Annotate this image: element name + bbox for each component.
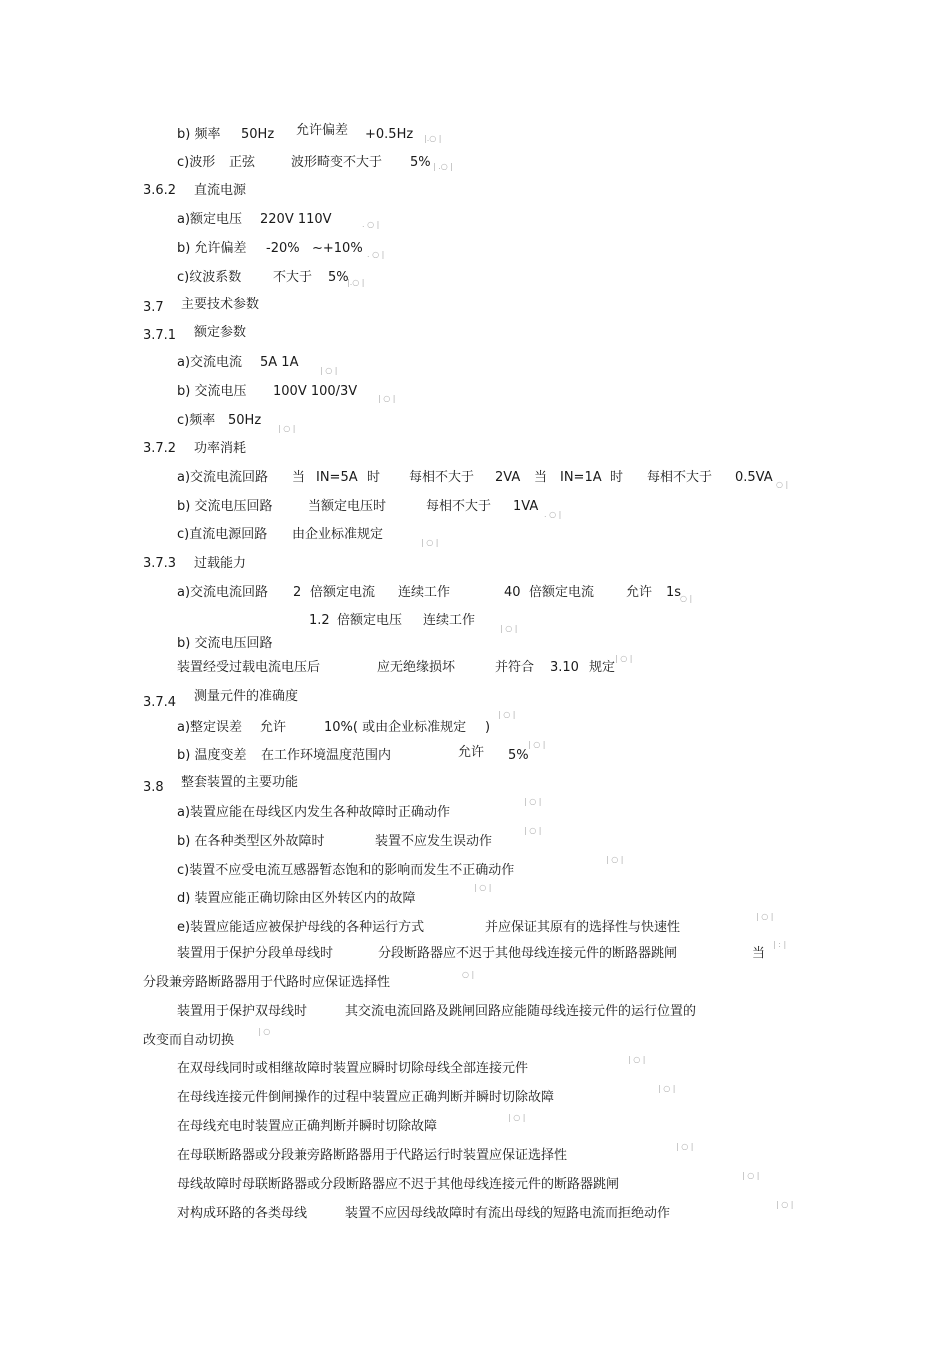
scan-mark: . ○ | bbox=[367, 250, 385, 259]
text: 时 bbox=[367, 470, 381, 485]
scan-mark: | ○ | bbox=[474, 883, 492, 892]
text: 连续工作 bbox=[398, 585, 451, 600]
text: 倍额定电流 bbox=[310, 585, 376, 600]
text: 装置不应因母线故障时有流出母线的短路电流而拒绝动作 bbox=[345, 1206, 671, 1221]
text: 当 bbox=[752, 946, 766, 961]
scan-mark: | ○ | bbox=[524, 797, 542, 806]
section-number: 3.6.2 bbox=[143, 183, 177, 198]
section-number: 3.8 bbox=[143, 780, 164, 795]
scan-mark: |.○ | bbox=[347, 278, 365, 287]
text: 连续工作 bbox=[423, 613, 476, 628]
text: 装置用于保护双母线时 bbox=[177, 1004, 308, 1019]
text: 其交流电流回路及跳闸回路应能随母线连接元件的运行位置的 bbox=[345, 1004, 697, 1019]
scan-mark: ○ | bbox=[462, 970, 475, 979]
text: b) 交流电压 bbox=[177, 384, 247, 399]
text: c)装置不应受电流互感器暂态饱和的影响而发生不正确动作 bbox=[177, 863, 515, 878]
scan-mark: | ○ | bbox=[421, 538, 439, 547]
text: 并应保证其原有的选择性与快速性 bbox=[485, 920, 681, 935]
scan-mark: | ○ | bbox=[615, 654, 633, 663]
section-title: 功率消耗 bbox=[194, 441, 247, 456]
text: 220V 110V bbox=[260, 212, 332, 227]
text: 每相不大于 bbox=[647, 470, 713, 485]
text: 当额定电压时 bbox=[308, 499, 387, 514]
text: 装置不应发生误动作 bbox=[375, 834, 493, 849]
text: IN=5A bbox=[316, 470, 358, 485]
text: 由企业标准规定 bbox=[292, 527, 384, 542]
text: a)交流电流 bbox=[177, 355, 243, 370]
text: c)纹波系数 bbox=[177, 270, 242, 285]
section-number: 3.7 bbox=[143, 300, 164, 315]
text: 不大于 bbox=[273, 270, 313, 285]
text: -20% bbox=[266, 241, 300, 256]
scan-mark: | ○ | bbox=[676, 1142, 694, 1151]
text: 50Hz bbox=[241, 127, 275, 142]
text: 并符合 bbox=[495, 660, 535, 675]
text: b) 交流电压回路 bbox=[177, 499, 273, 514]
text: a)装置应能在母线区内发生各种故障时正确动作 bbox=[177, 805, 451, 820]
text: 允许 bbox=[626, 585, 653, 600]
text: b) 允许偏差 bbox=[177, 241, 247, 256]
text: 每相不大于 bbox=[409, 470, 475, 485]
text: 当 bbox=[534, 470, 548, 485]
section-title: 测量元件的准确度 bbox=[194, 689, 299, 704]
scan-mark: . ○ | bbox=[362, 220, 380, 229]
scan-mark: |.○ | bbox=[424, 134, 442, 143]
text: 正弦 bbox=[229, 155, 256, 170]
text: 装置用于保护分段单母线时 bbox=[177, 946, 334, 961]
scan-mark: | ○ | bbox=[658, 1084, 676, 1093]
text: a)额定电压 bbox=[177, 212, 243, 227]
text: 在母联断路器或分段兼旁路断路器用于代路运行时装置应保证选择性 bbox=[177, 1148, 568, 1163]
scan-mark: | ○ | bbox=[524, 826, 542, 835]
text: 3.10 bbox=[550, 660, 579, 675]
text: a)整定误差 bbox=[177, 720, 243, 735]
text: c)波形 bbox=[177, 155, 216, 170]
text: 波形畸变不大于 bbox=[291, 155, 383, 170]
text: 分段兼旁路断路器用于代路时应保证选择性 bbox=[143, 975, 391, 990]
scan-mark: | ○ | bbox=[776, 1200, 794, 1209]
scan-mark: | ○ bbox=[258, 1027, 271, 1036]
scan-mark: | ○ | bbox=[742, 1171, 760, 1180]
text: 0.5VA bbox=[735, 470, 773, 485]
section-title: 整套装置的主要功能 bbox=[181, 775, 299, 790]
text: 5% bbox=[508, 748, 529, 763]
scan-mark: | ○ | bbox=[498, 710, 516, 719]
scan-mark: | : | bbox=[773, 940, 787, 949]
text: +0.5Hz bbox=[365, 127, 414, 142]
text: c)频率 bbox=[177, 413, 216, 428]
scan-mark: | ○ | bbox=[628, 1055, 646, 1064]
scan-mark: | ○ | bbox=[508, 1113, 526, 1122]
text: c)直流电源回路 bbox=[177, 527, 268, 542]
scan-mark: ○ | bbox=[680, 594, 693, 603]
text: 规定 bbox=[589, 660, 616, 675]
scan-mark: | ○ | bbox=[528, 740, 546, 749]
section-title: 额定参数 bbox=[194, 325, 247, 340]
text: 2 bbox=[293, 585, 302, 600]
text: 母线故障时母联断路器或分段断路器应不迟于其他母线连接元件的断路器跳闸 bbox=[177, 1177, 620, 1192]
text: b) 在各种类型区外故障时 bbox=[177, 834, 325, 849]
text: 装置经受过载电流电压后 bbox=[177, 660, 321, 675]
text: 时 bbox=[610, 470, 624, 485]
text: b) 交流电压回路 bbox=[177, 636, 273, 651]
scan-mark: | ○ | bbox=[606, 855, 624, 864]
scan-mark: . ○ | bbox=[544, 510, 562, 519]
section-title: 直流电源 bbox=[194, 183, 247, 198]
text: d) 装置应能正确切除由区外转区内的故障 bbox=[177, 891, 416, 906]
text: b) 频率 bbox=[177, 127, 221, 142]
text: a)交流电流回路 bbox=[177, 585, 269, 600]
text: 40 bbox=[504, 585, 521, 600]
text: 在工作环境温度范围内 bbox=[261, 748, 392, 763]
text: IN=1A bbox=[560, 470, 602, 485]
text: 每相不大于 bbox=[426, 499, 492, 514]
text: 分段断路器应不迟于其他母线连接元件的断路器跳闸 bbox=[378, 946, 678, 961]
text: 在双母线同时或相继故障时装置应瞬时切除母线全部连接元件 bbox=[177, 1061, 529, 1076]
text: 倍额定电流 bbox=[529, 585, 595, 600]
text: 50Hz bbox=[228, 413, 262, 428]
text: 1VA bbox=[513, 499, 539, 514]
text: 100V 100/3V bbox=[273, 384, 358, 399]
text: 应无绝缘损坏 bbox=[377, 660, 456, 675]
section-number: 3.7.4 bbox=[143, 695, 177, 710]
text: 5A 1A bbox=[260, 355, 299, 370]
section-number: 3.7.1 bbox=[143, 328, 177, 343]
text: 改变而自动切换 bbox=[143, 1033, 235, 1048]
text: 允许 bbox=[458, 745, 485, 760]
scan-mark: | ○ | bbox=[278, 424, 296, 433]
text: 5% bbox=[410, 155, 431, 170]
text: b) 温度变差 bbox=[177, 748, 247, 763]
text: a)交流电流回路 bbox=[177, 470, 269, 485]
scan-mark: | ○ | bbox=[378, 394, 396, 403]
scan-mark: | ○ | bbox=[756, 912, 774, 921]
section-number: 3.7.3 bbox=[143, 556, 177, 571]
section-title: 过载能力 bbox=[194, 556, 247, 571]
text: 1.2 bbox=[309, 613, 330, 628]
text: 倍额定电压 bbox=[337, 613, 403, 628]
text: 10%( 或由企业标准规定 bbox=[324, 720, 467, 735]
scan-mark: ○ | bbox=[776, 480, 789, 489]
text: ~+10% bbox=[312, 241, 363, 256]
text: ) bbox=[485, 720, 491, 735]
text: 当 bbox=[292, 470, 306, 485]
text: 2VA bbox=[495, 470, 521, 485]
section-title: 主要技术参数 bbox=[181, 297, 260, 312]
text: 5% bbox=[328, 270, 349, 285]
text: e)装置应能适应被保护母线的各种运行方式 bbox=[177, 920, 425, 935]
scan-mark: | .○ | bbox=[433, 162, 453, 171]
text: 在母线连接元件倒闸操作的过程中装置应正确判断并瞬时切除故障 bbox=[177, 1090, 555, 1105]
scan-mark: | ○ | bbox=[320, 366, 338, 375]
text: 允许 bbox=[260, 720, 287, 735]
section-number: 3.7.2 bbox=[143, 441, 177, 456]
text: 对构成环路的各类母线 bbox=[177, 1206, 308, 1221]
text: 1s bbox=[666, 585, 682, 600]
text: 在母线充电时装置应正确判断并瞬时切除故障 bbox=[177, 1119, 438, 1134]
scan-mark: | ○ | bbox=[500, 624, 518, 633]
text: 允许偏差 bbox=[296, 123, 349, 138]
